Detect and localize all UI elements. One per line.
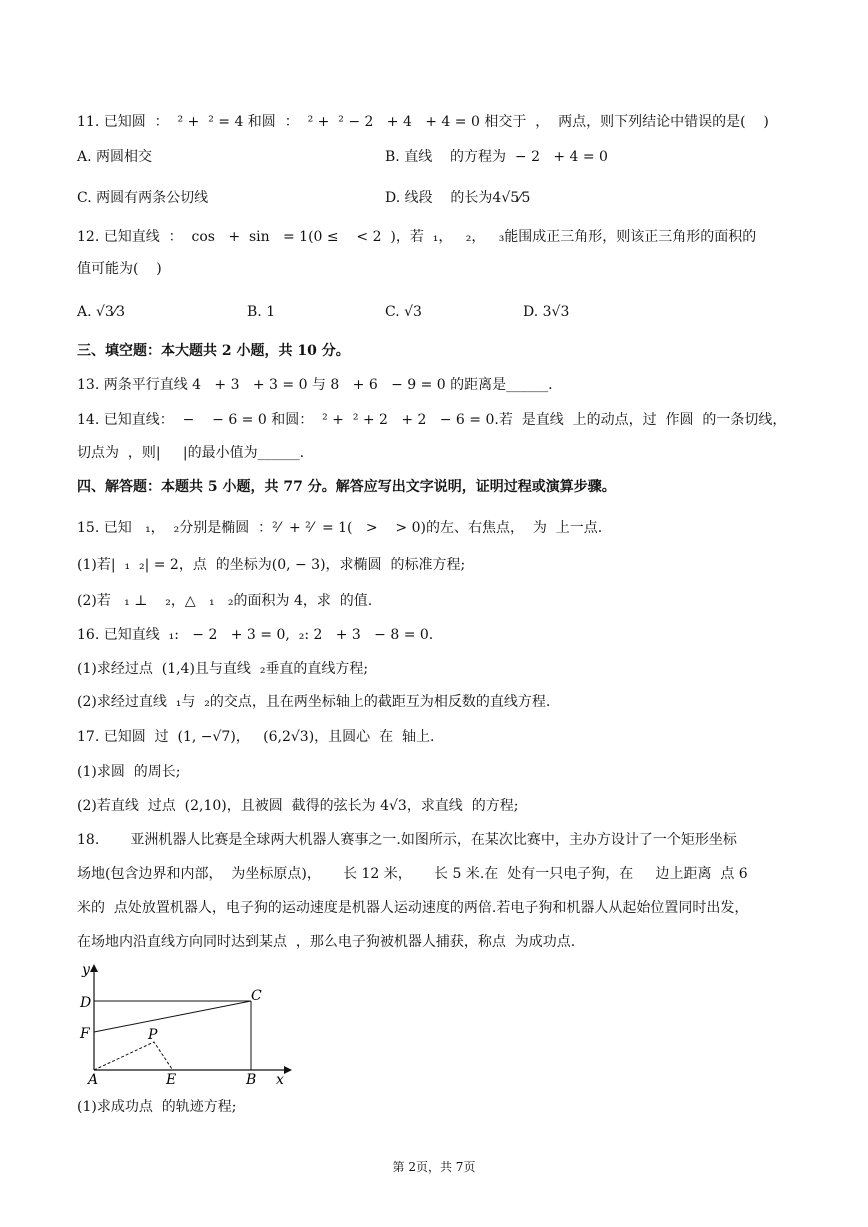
- line-q14: 14. 已知直线： − − 6 = 0 和圆： ² + ² + 2 + 2 − 6 = 0.若 是直线 上的动点，过 作圆 的一条切线，: [77, 412, 787, 428]
- section-heading-solutions: 四、解答题：本题共 5 小题，共 77 分。解答应写出文字说明，证明过程或演算步骤。: [77, 479, 616, 495]
- label-x: x: [276, 1072, 284, 1088]
- line-q15-2: (2)若 ₁ ⊥ ₂，△ ₁ ₂的面积为 4，求 的值.: [77, 593, 373, 609]
- label-a: A: [88, 1072, 99, 1088]
- label-y: y: [82, 962, 90, 978]
- label-d: D: [80, 995, 92, 1011]
- line-q17-1: (1)求圆 的周长;: [77, 764, 181, 780]
- line-q16-2: (2)求经过直线 ₁与 ₂的交点，且在两坐标轴上的截距互为相反数的直线方程.: [77, 694, 551, 710]
- line-q16-1: (1)求经过点 (1,4)且与直线 ₂垂直的直线方程;: [77, 661, 369, 677]
- option-q12-d: D. 3√3: [523, 304, 570, 320]
- label-c: C: [251, 988, 262, 1004]
- line-q18-1: (1)求成功点 的轨迹方程;: [77, 1099, 237, 1115]
- line-q11: 11. 已知圆 ： ² + ² = 4 和圆 ： ² + ² − 2 + 4 + 4 = 0 相交于 ， 两点，则下列结论中错误的是( ): [77, 114, 769, 130]
- line-q15: 15. 已知 ₁， ₂分别是椭圆 ：²⁄ + ²⁄ = 1( > > 0)的左、右焦点， 为 上一点.: [77, 520, 603, 536]
- label-e: E: [166, 1072, 177, 1088]
- option-q11-c: C. 两圆有两条公切线: [77, 190, 209, 206]
- line-q18-cont1: 场地(包含边界和内部， 为坐标原点)， 长 12 米， 长 5 米.在 处有一只电子狗，在 边上距离 点 6: [77, 866, 748, 882]
- option-q11-d: D. 线段 的长为4√5⁄5: [385, 190, 531, 206]
- line-q14-cont: 切点为 ，则| |的最小值为______.: [77, 445, 305, 461]
- line-q18-cont3: 在场地内沿直线方向同时达到某点 ，那么电子狗被机器人捕获，称点 为成功点.: [77, 934, 576, 950]
- line-q12-cont: 值可能为( ): [77, 261, 162, 277]
- line-q12: 12. 已知直线 ： cos + sin = 1(0 ≤ < 2 )，若 ₁， ₂， ₃能围成正三角形，则该正三角形的面积的: [77, 229, 757, 245]
- option-q12-a: A. √3⁄3: [77, 304, 126, 320]
- line-q15-1: (1)若| ₁ ₂| = 2，点 的坐标为(0, − 3)，求椭圆 的标准方程;: [77, 557, 466, 573]
- option-q11-a: A. 两圆相交: [77, 149, 153, 165]
- section-heading-fill-blank: 三、填空题：本大题共 2 小题，共 10 分。: [77, 343, 350, 359]
- figure-field-diagram: [74, 962, 294, 1096]
- page-footer: 第 2页，共 7页: [392, 1160, 476, 1174]
- option-q11-b: B. 直线 的方程为 − 2 + 4 = 0: [385, 149, 608, 165]
- label-b: B: [246, 1072, 257, 1088]
- label-f: F: [80, 1026, 90, 1042]
- line-q17-2: (2)若直线 过点 (2,10)，且被圆 截得的弦长为 4√3，求直线 的方程;: [77, 798, 519, 814]
- line-q13: 13. 两条平行直线 4 + 3 + 3 = 0 与 8 + 6 − 9 = 0 的距离是______.: [77, 377, 553, 393]
- line-q18: 18. 亚洲机器人比赛是全球两大机器人赛事之一.如图所示，在某次比赛中，主办方设计了一个矩形坐标: [77, 832, 737, 848]
- line-q17: 17. 已知圆 过 (1, −√7)， (6,2√3)，且圆心 在 轴上.: [77, 729, 435, 745]
- option-q12-c: C. √3: [385, 304, 422, 320]
- option-q12-b: B. 1: [247, 304, 276, 320]
- label-p: P: [148, 1027, 158, 1043]
- line-q18-cont2: 米的 点处放置机器人，电子狗的运动速度是机器人运动速度的两倍.若电子狗和机器人从起始位置同时出发，: [77, 900, 749, 916]
- line-q16: 16. 已知直线 ₁: − 2 + 3 = 0, ₂: 2 + 3 − 8 = 0.: [77, 627, 434, 643]
